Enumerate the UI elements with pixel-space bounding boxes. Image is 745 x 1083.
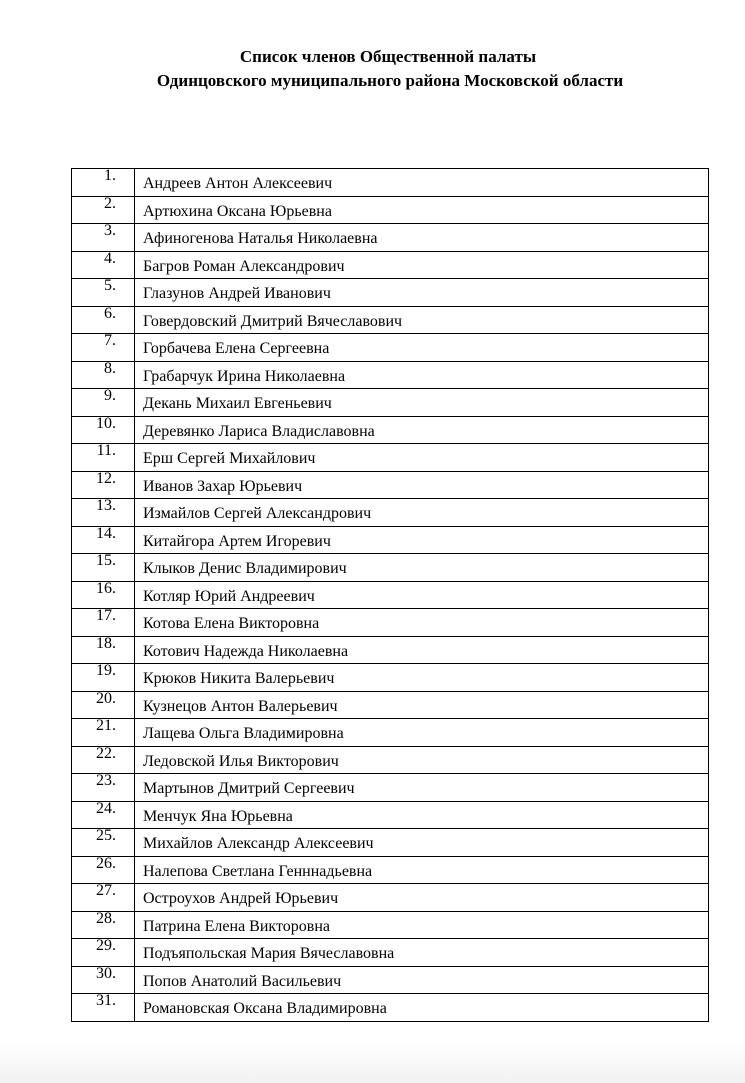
member-name-cell: [135, 966, 709, 994]
member-number-cell: [72, 166, 135, 194]
member-row: [72, 224, 709, 252]
member-name: Налепова Светлана Генннадьевна: [143, 862, 373, 880]
member-name-cell: [135, 856, 709, 884]
member-name: Декань Михаил Евгеньевич: [143, 395, 332, 413]
member-row: [72, 554, 709, 582]
member-name-cell: [135, 526, 709, 554]
member-number-cell: [72, 331, 135, 359]
member-name: Остроухов Андрей Юрьевич: [143, 890, 339, 908]
member-number-cell: [72, 716, 135, 744]
member-name: Ерш Сергей Михайлович: [143, 450, 316, 468]
member-number-cell: [72, 633, 135, 661]
member-name-cell: [135, 251, 709, 279]
member-row: [72, 911, 709, 939]
member-name: Романовская Оксана Владимировна: [143, 1000, 387, 1018]
member-number-cell: [72, 936, 135, 964]
member-name: Патрина Елена Викторовна: [143, 917, 330, 935]
member-number-cell: [72, 661, 135, 689]
member-number: 6.: [104, 304, 116, 322]
member-name-cell: [135, 169, 709, 197]
member-name: Деревянко Лариса Владиславовна: [143, 422, 375, 440]
member-name: Говердовский Дмитрий Вячеславович: [143, 312, 403, 330]
member-row: [72, 856, 709, 884]
member-name: Ледовской Илья Викторович: [143, 752, 339, 770]
member-number: 10.: [96, 414, 116, 432]
member-row: [72, 416, 709, 444]
member-name-cell: [135, 691, 709, 719]
member-row: [72, 389, 709, 417]
member-name: Андреев Антон Алексеевич: [143, 175, 333, 193]
members-table-body: [72, 169, 709, 1022]
member-number-cell: [72, 798, 135, 826]
member-number: 26.: [96, 854, 116, 872]
member-name: Багров Роман Александрович: [143, 257, 345, 275]
member-row: [72, 471, 709, 499]
member-name-cell: [135, 389, 709, 417]
member-name: Грабарчук Ирина Николаевна: [143, 367, 346, 385]
member-number: 3.: [104, 222, 116, 240]
member-number-cell: [72, 881, 135, 909]
member-number-cell: [72, 578, 135, 606]
member-row: [72, 499, 709, 527]
member-name: Горбачева Елена Сергеевна: [143, 340, 330, 358]
member-row: [72, 361, 709, 389]
member-name-cell: [135, 884, 709, 912]
member-name: Крюков Никита Валерьевич: [143, 670, 335, 688]
member-number: 22.: [96, 744, 116, 762]
member-number: 18.: [96, 634, 116, 652]
member-number: 17.: [96, 607, 116, 625]
member-number-cell: [72, 908, 135, 936]
member-name-cell: [135, 444, 709, 472]
page-bottom-shade: [0, 1043, 745, 1083]
member-row: [72, 994, 709, 1022]
member-number: 24.: [96, 799, 116, 817]
member-name-cell: [135, 774, 709, 802]
member-name-cell: [135, 664, 709, 692]
document-title-line-1: Список членов Общественной палаты: [239, 47, 537, 66]
member-number-cell: [72, 193, 135, 221]
member-name-cell: [135, 416, 709, 444]
member-number: 4.: [104, 249, 116, 267]
member-row: [72, 251, 709, 279]
member-name-cell: [135, 636, 709, 664]
member-number: 28.: [96, 909, 116, 927]
member-number-cell: [72, 468, 135, 496]
member-name-cell: [135, 196, 709, 224]
member-row: [72, 774, 709, 802]
member-name: Глазунов Андрей Иванович: [143, 285, 331, 303]
member-name-cell: [135, 224, 709, 252]
member-name-cell: [135, 829, 709, 857]
member-name-cell: [135, 939, 709, 967]
member-name: Менчук Яна Юрьевна: [143, 807, 293, 825]
member-number: 30.: [96, 964, 116, 982]
member-number-cell: [72, 523, 135, 551]
member-number-cell: [72, 551, 135, 579]
member-number: 31.: [96, 992, 116, 1010]
document-title-line-2: Одинцовского муниципального района Московской области: [156, 71, 624, 90]
member-number-cell: [72, 496, 135, 524]
member-name-cell: [135, 719, 709, 747]
member-number: 12.: [96, 469, 116, 487]
member-number-cell: [72, 413, 135, 441]
member-number: 27.: [96, 882, 116, 900]
member-number: 7.: [104, 332, 116, 350]
member-number: 1.: [104, 167, 116, 185]
member-number: 2.: [104, 194, 116, 212]
member-row: [72, 526, 709, 554]
member-row: [72, 609, 709, 637]
member-name-cell: [135, 581, 709, 609]
member-name-cell: [135, 609, 709, 637]
member-number: 25.: [96, 827, 116, 845]
member-number: 14.: [96, 524, 116, 542]
member-number-cell: [72, 771, 135, 799]
member-row: [72, 581, 709, 609]
member-row: [72, 829, 709, 857]
member-name: Михайлов Александр Алексеевич: [143, 835, 374, 853]
member-row: [72, 884, 709, 912]
member-number-cell: [72, 606, 135, 634]
member-row: [72, 664, 709, 692]
member-name: Лащева Ольга Владимировна: [143, 725, 344, 743]
member-number: 19.: [96, 662, 116, 680]
member-number: 11.: [96, 442, 116, 460]
member-name: Котляр Юрий Андреевич: [143, 587, 315, 605]
member-name: Китайгора Артем Игоревич: [143, 532, 331, 550]
member-name: Иванов Захар Юрьевич: [143, 477, 303, 495]
member-number-cell: [72, 963, 135, 991]
member-number-cell: [72, 826, 135, 854]
member-name-cell: [135, 801, 709, 829]
member-name: Клыков Денис Владимирович: [143, 560, 347, 578]
member-row: [72, 169, 709, 197]
member-name: Измайлов Сергей Александрович: [143, 505, 372, 523]
member-name-cell: [135, 334, 709, 362]
member-number-cell: [72, 386, 135, 414]
member-name-cell: [135, 279, 709, 307]
member-name-cell: [135, 306, 709, 334]
member-row: [72, 746, 709, 774]
member-number-cell: [72, 743, 135, 771]
member-name-cell: [135, 994, 709, 1022]
member-number: 16.: [96, 579, 116, 597]
member-number: 29.: [96, 937, 116, 955]
member-name: Артюхина Оксана Юрьевна: [143, 202, 332, 220]
member-number: 13.: [96, 497, 116, 515]
member-row: [72, 691, 709, 719]
member-row: [72, 279, 709, 307]
member-row: [72, 939, 709, 967]
member-number-cell: [72, 358, 135, 386]
member-name: Котович Надежда Николаевна: [143, 642, 349, 660]
member-number-cell: [72, 853, 135, 881]
member-name: Попов Анатолий Васильевич: [143, 972, 342, 990]
members-table: [71, 168, 709, 1022]
member-number-cell: [72, 276, 135, 304]
member-number: 21.: [96, 717, 116, 735]
member-name: Кузнецов Антон Валерьевич: [143, 697, 338, 715]
member-name-cell: [135, 746, 709, 774]
member-row: [72, 636, 709, 664]
member-name-cell: [135, 554, 709, 582]
member-number-cell: [72, 991, 135, 1019]
member-row: [72, 966, 709, 994]
member-name-cell: [135, 361, 709, 389]
member-name: Котова Елена Викторовна: [143, 615, 320, 633]
member-number: 9.: [104, 387, 116, 405]
member-row: [72, 334, 709, 362]
member-name: Афиногенова Наталья Николаевна: [143, 230, 378, 248]
member-number-cell: [72, 248, 135, 276]
member-number-cell: [72, 688, 135, 716]
member-number: 20.: [96, 689, 116, 707]
member-row: [72, 306, 709, 334]
member-number: 23.: [96, 772, 116, 790]
member-row: [72, 801, 709, 829]
member-row: [72, 444, 709, 472]
member-number: 5.: [104, 277, 116, 295]
member-number: 15.: [96, 552, 116, 570]
member-number: 8.: [104, 359, 116, 377]
member-name: Подъяпольская Мария Вячеславовна: [143, 945, 395, 963]
member-row: [72, 719, 709, 747]
member-number-cell: [72, 221, 135, 249]
member-row: [72, 196, 709, 224]
member-name-cell: [135, 471, 709, 499]
member-name-cell: [135, 499, 709, 527]
member-name-cell: [135, 911, 709, 939]
member-name: Мартынов Дмитрий Сергеевич: [143, 780, 355, 798]
member-number-cell: [72, 441, 135, 469]
member-number-cell: [72, 303, 135, 331]
